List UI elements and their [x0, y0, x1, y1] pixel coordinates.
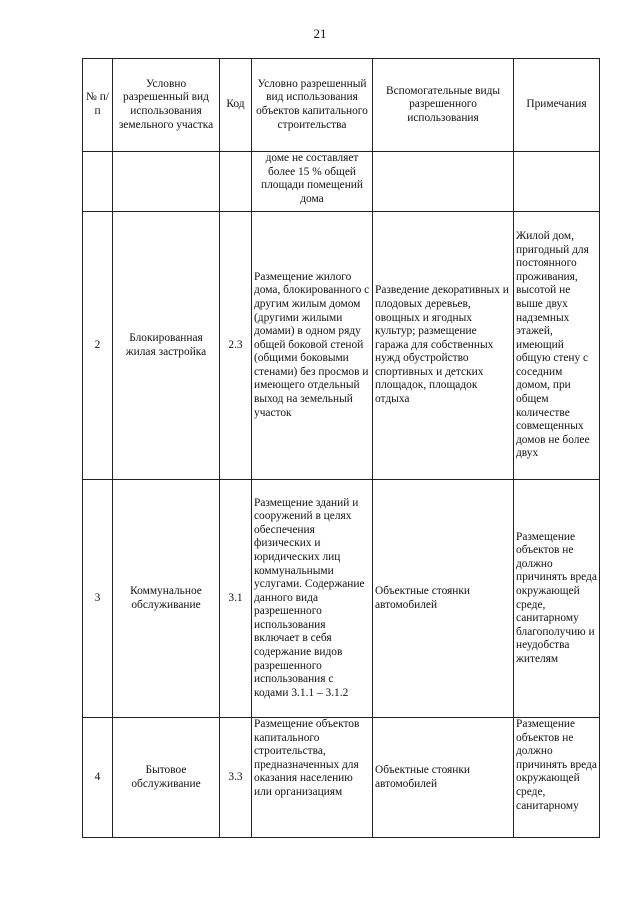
- header-zone-use: Условно разрешенный вид использования земельного участка: [113, 59, 220, 152]
- row-notes: Размещение объектов не должно причинять вреда окружающей среде, санитарному благополучию и неудобства жителям: [514, 480, 600, 718]
- row-aux-use: [373, 152, 514, 212]
- row-code: 2.3: [220, 212, 252, 480]
- row-num: 3: [83, 480, 113, 718]
- table-row: [83, 718, 600, 838]
- row-code: 3.3: [220, 718, 252, 838]
- row-oks-use: Размещение зданий и сооружений в целях обеспечения физических и юридических лиц коммунальными услугами. Содержание данного вида разрешенного использования включает в себя содержание видов разрешенного использования с кодами 3.1.1 – 3.1.2: [252, 480, 373, 718]
- row-num: [83, 152, 113, 212]
- row-zone-use: [113, 152, 220, 212]
- header-oks-use: Условно разрешенный вид использования объектов капитального строительства: [252, 59, 373, 152]
- row-zone-use: Бытовое обслуживание: [113, 718, 220, 838]
- row-num: 4: [83, 718, 113, 838]
- row-notes: Жилой дом, пригодный для постоянного проживания, высотой не выше двух надземных этажей, имеющий общую стену с соседним домом, при общем количестве совмещенных домов не более двух: [514, 212, 600, 480]
- table-row: [83, 212, 600, 480]
- table-row: [83, 152, 600, 212]
- row-aux-use: Объектные стоянки автомобилей: [373, 480, 514, 718]
- row-notes: Размещение объектов не должно причинять вреда окружающей среде, санитарному: [514, 718, 600, 838]
- header-notes: Примечания: [514, 59, 600, 152]
- header-num: № п/п: [83, 59, 113, 152]
- row-num: 2: [83, 212, 113, 480]
- row-zone-use: Коммунальное обслуживание: [113, 480, 220, 718]
- row-zone-use: Блокированная жилая застройка: [113, 212, 220, 480]
- header-code: Код: [220, 59, 252, 152]
- row-oks-use: Размещение объектов капитального строительства, предназначенных для оказания населению или организациям: [252, 718, 373, 838]
- row-notes: [514, 152, 600, 212]
- row-aux-use: Разведение декоративных и плодовых деревьев, овощных и ягодных культур; размещение гаража для собственных нужд обустройство спортивных и детских площадок, площадок отдыха: [373, 212, 514, 480]
- table-row: [83, 480, 600, 718]
- row-oks-use: доме не составляет более 15 % общей площади помещений дома: [252, 152, 373, 212]
- page-number: 21: [313, 26, 327, 41]
- header-row: [83, 59, 600, 152]
- row-oks-use: Размещение жилого дома, блокированного с другим жилым домом (другими жилыми домами) в одном ряду общей боковой стеной (общими боковыми стенами) без просмов и имеющего отдельный выход на земельный участок: [252, 212, 373, 480]
- row-code: [220, 152, 252, 212]
- land-use-table: [82, 58, 600, 838]
- row-code: 3.1: [220, 480, 252, 718]
- row-aux-use: Объектные стоянки автомобилей: [373, 718, 514, 838]
- header-aux-use: Вспомогательные виды разрешенного использования: [373, 59, 514, 152]
